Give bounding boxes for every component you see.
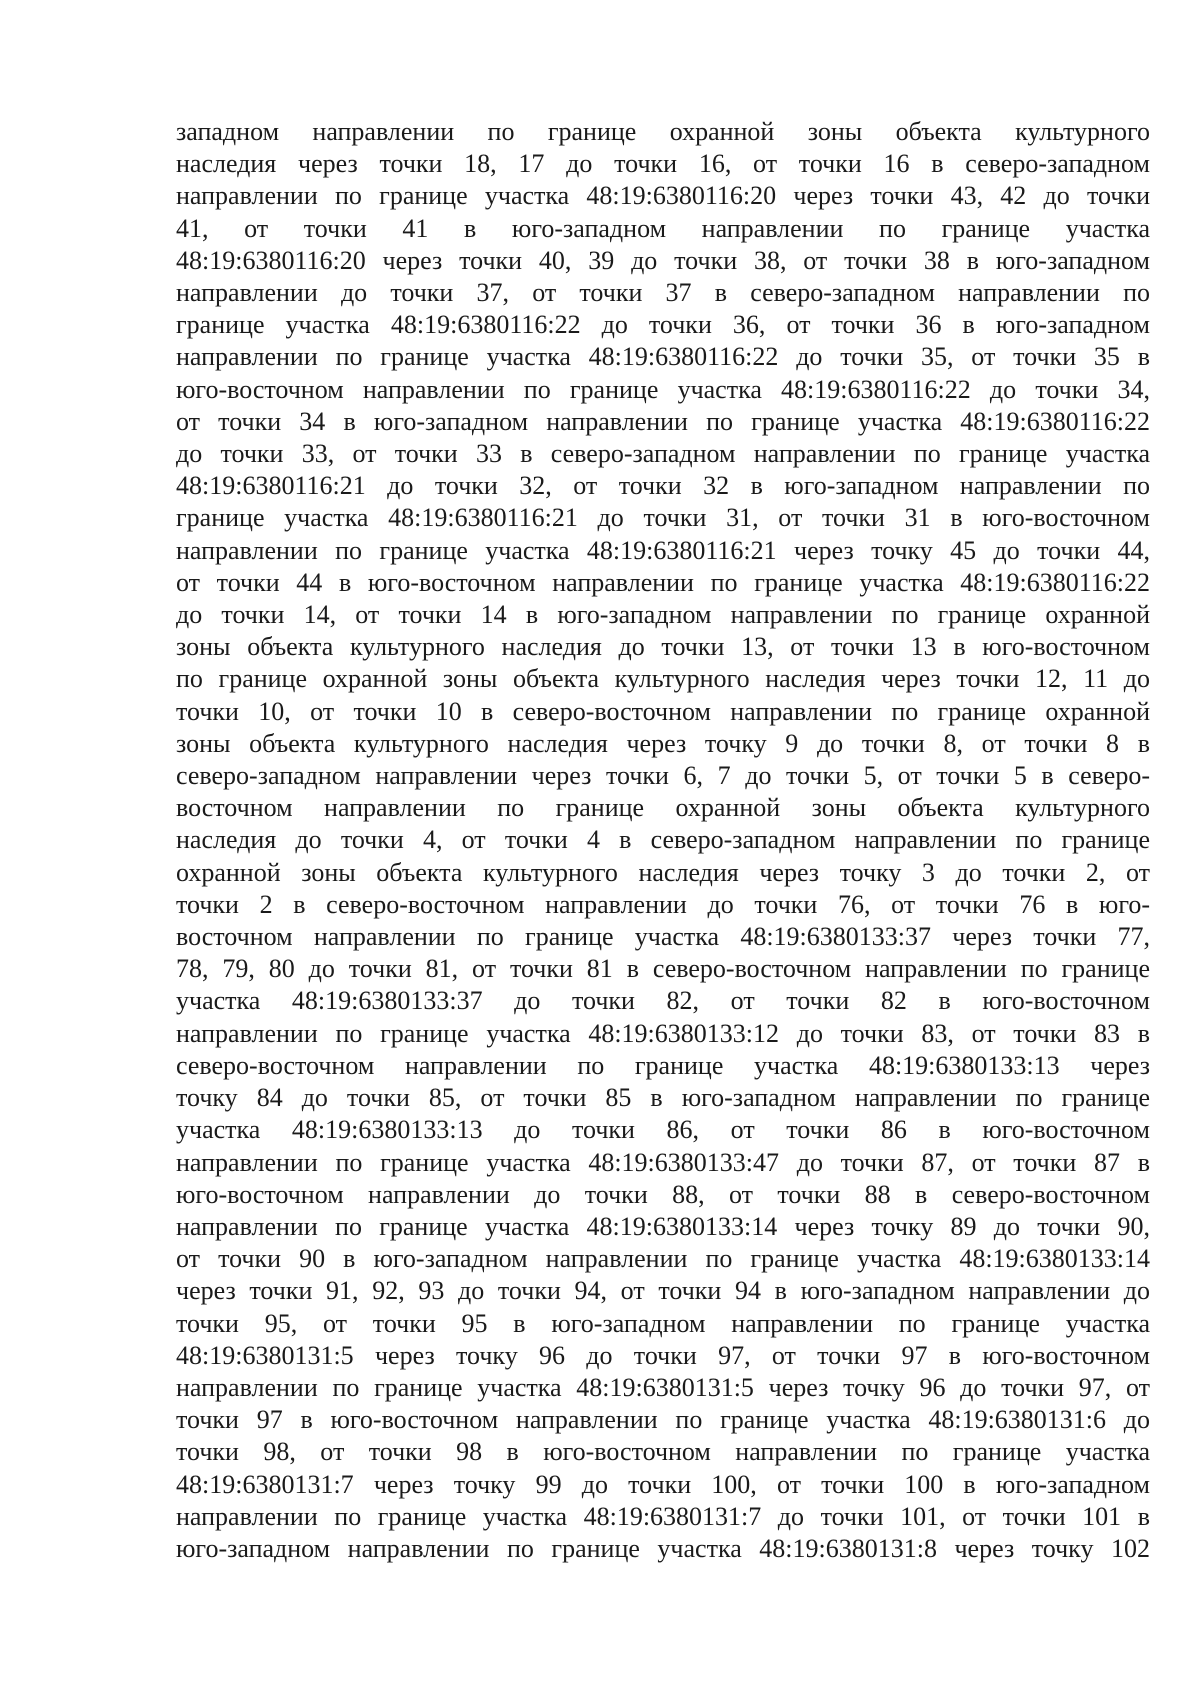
text-line: направлении по границе участка 48:19:6380116:22 до точки 35, от точки 35 в <box>176 342 1150 372</box>
text-line: по границе охранной зоны объекта культурного наследия через точки 12, 11 до <box>176 664 1150 694</box>
text-line: от точки 90 в юго-западном направлении по границе участка 48:19:6380133:14 <box>176 1244 1150 1274</box>
text-line: 48:19:6380131:5 через точку 96 до точки 97, от точки 97 в юго-восточном <box>176 1340 1150 1370</box>
text-line: границе участка 48:19:6380116:22 до точки 36, от точки 36 в юго-западном <box>176 310 1150 340</box>
text-line: от точки 34 в юго-западном направлении по границе участка 48:19:6380116:22 <box>176 406 1150 436</box>
text-line: направлении по границе участка 48:19:6380116:20 через точки 43, 42 до точки <box>176 181 1150 211</box>
text-line: юго-восточном направлении до точки 88, от точки 88 в северо-восточном <box>176 1179 1150 1209</box>
text-line: границе участка 48:19:6380116:21 до точки 31, от точки 31 в юго-восточном <box>176 503 1150 533</box>
text-line: направлении по границе участка 48:19:6380133:14 через точку 89 до точки 90, <box>176 1211 1150 1241</box>
text-line: точки 98, от точки 98 в юго-восточном направлении по границе участка <box>176 1437 1150 1467</box>
text-line: до точки 14, от точки 14 в юго-западном направлении по границе охранной <box>176 600 1150 630</box>
text-line: направлении по границе участка 48:19:6380133:47 до точки 87, от точки 87 в <box>176 1147 1150 1177</box>
text-line: 48:19:6380131:7 через точку 99 до точки 100, от точки 100 в юго-западном <box>176 1469 1150 1499</box>
text-line: юго-западном направлении по границе участка 48:19:6380131:8 через точку 102 <box>176 1533 1150 1563</box>
text-line: направлении по границе участка 48:19:6380131:7 до точки 101, от точки 101 в <box>176 1501 1150 1531</box>
text-line: наследия через точки 18, 17 до точки 16, от точки 16 в северо-западном <box>176 149 1150 179</box>
text-line: 48:19:6380116:20 через точки 40, 39 до точки 38, от точки 38 в юго-западном <box>176 245 1150 275</box>
text-line: участка 48:19:6380133:13 до точки 86, от точки 86 в юго-восточном <box>176 1115 1150 1145</box>
text-line: восточном направлении по границе охранной зоны объекта культурного <box>176 793 1150 823</box>
text-line: точку 84 до точки 85, от точки 85 в юго-западном направлении по границе <box>176 1083 1150 1113</box>
text-line: точки 97 в юго-восточном направлении по границе участка 48:19:6380131:6 до <box>176 1405 1150 1435</box>
text-line: наследия до точки 4, от точки 4 в северо-западном направлении по границе <box>176 825 1150 855</box>
text-line: юго-восточном направлении по границе участка 48:19:6380116:22 до точки 34, <box>176 374 1150 404</box>
text-line: северо-восточном направлении по границе участка 48:19:6380133:13 через <box>176 1050 1150 1080</box>
text-line: направлении по границе участка 48:19:6380131:5 через точку 96 до точки 97, от <box>176 1372 1150 1402</box>
text-line: от точки 44 в юго-восточном направлении по границе участка 48:19:6380116:22 <box>176 567 1150 597</box>
text-line: направлении по границе участка 48:19:6380116:21 через точку 45 до точки 44, <box>176 535 1150 565</box>
text-line: направлении по границе участка 48:19:6380133:12 до точки 83, от точки 83 в <box>176 1018 1150 1048</box>
text-line: охранной зоны объекта культурного наследия через точку 3 до точки 2, от <box>176 857 1150 887</box>
text-line: 48:19:6380116:21 до точки 32, от точки 32 в юго-западном направлении по <box>176 471 1150 501</box>
text-line: 78, 79, 80 до точки 81, от точки 81 в северо-восточном направлении по границе <box>176 954 1150 984</box>
text-line: 41, от точки 41 в юго-западном направлении по границе участка <box>176 213 1150 243</box>
text-line: зоны объекта культурного наследия через точку 9 до точки 8, от точки 8 в <box>176 728 1150 758</box>
text-line: точки 10, от точки 10 в северо-восточном направлении по границе охранной <box>176 696 1150 726</box>
text-line: точки 95, от точки 95 в юго-западном направлении по границе участка <box>176 1308 1150 1338</box>
text-line: до точки 33, от точки 33 в северо-западном направлении по границе участка <box>176 439 1150 469</box>
text-line: восточном направлении по границе участка 48:19:6380133:37 через точки 77, <box>176 922 1150 952</box>
text-line: зоны объекта культурного наследия до точки 13, от точки 13 в юго-восточном <box>176 632 1150 662</box>
text-line: участка 48:19:6380133:37 до точки 82, от точки 82 в юго-восточном <box>176 986 1150 1016</box>
text-line: северо-западном направлении через точки 6, 7 до точки 5, от точки 5 в северо- <box>176 761 1150 791</box>
text-line: точки 2 в северо-восточном направлении до точки 76, от точки 76 в юго- <box>176 889 1150 919</box>
body-text <box>176 116 1150 1565</box>
text-line: направлении до точки 37, от точки 37 в северо-западном направлении по <box>176 278 1150 308</box>
text-line: через точки 91, 92, 93 до точки 94, от точки 94 в юго-западном направлении до <box>176 1276 1150 1306</box>
text-line: западном направлении по границе охранной зоны объекта культурного <box>176 117 1150 146</box>
